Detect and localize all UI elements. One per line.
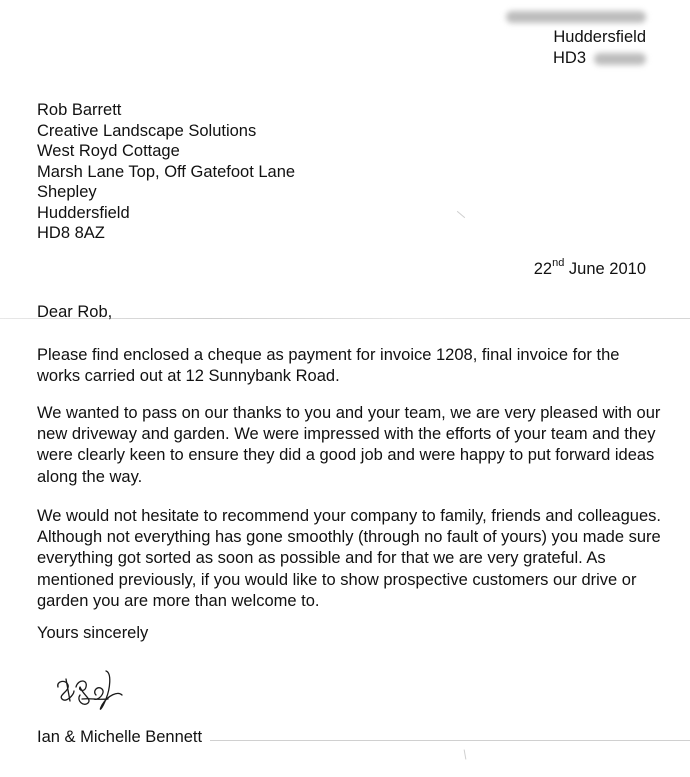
redaction-blur [506, 11, 646, 23]
scan-mark-artifact [457, 211, 465, 218]
date-suffix: nd [552, 257, 565, 269]
handwritten-signature-icon [52, 665, 142, 715]
sender-postcode [506, 48, 646, 69]
signer-name: Ian & Michelle Bennett [37, 728, 203, 746]
body-paragraph: We would not hesitate to recommend your company to family, friends and colleagues. Although not everything has gone smoothly (through no fault of yours) you made sure everything got sorted as soon as possible and for that we are very grateful. As mentioned previously, if you would like to show prospective customers our drive or garden you are more than welcome to. [37, 507, 661, 610]
body-paragraph: We wanted to pass on our thanks to you and your team, we are very pleased with our new driveway and garden. We were impressed with the efforts of your team and they were clearly keen to ensure they did a good job and were happy to put forward ideas along the way. [37, 404, 661, 486]
date-day: 22 [533, 260, 553, 278]
sender-address [506, 6, 646, 69]
body-paragraph: Please find enclosed a cheque as payment for invoice 1208, final invoice for the works carried out at 12 Sunnybank Road. [37, 346, 620, 386]
sender-city: Huddersfield [553, 28, 646, 46]
date-rest: June 2010 [564, 260, 646, 278]
recipient-address [37, 100, 295, 244]
scan-mark-artifact [464, 749, 467, 759]
closing: Yours sincerely [37, 624, 149, 642]
letter-date [533, 257, 646, 279]
recipient-line: West Royd Cottage [37, 142, 180, 160]
sender-postcode-visible: HD3 [552, 49, 586, 67]
salutation: Dear Rob, [37, 303, 113, 321]
recipient-line: HD8 8AZ [37, 224, 105, 242]
recipient-line: Creative Landscape Solutions [37, 121, 257, 140]
recipient-line: Rob Barrett [37, 101, 122, 119]
scan-line-artifact [210, 740, 690, 741]
recipient-line: Marsh Lane Top, Off Gatefoot Lane [37, 162, 296, 181]
sender-street-redacted [506, 6, 646, 27]
redaction-blur [594, 53, 646, 65]
recipient-line: Shepley [37, 183, 97, 201]
recipient-line: Huddersfield [37, 203, 130, 222]
